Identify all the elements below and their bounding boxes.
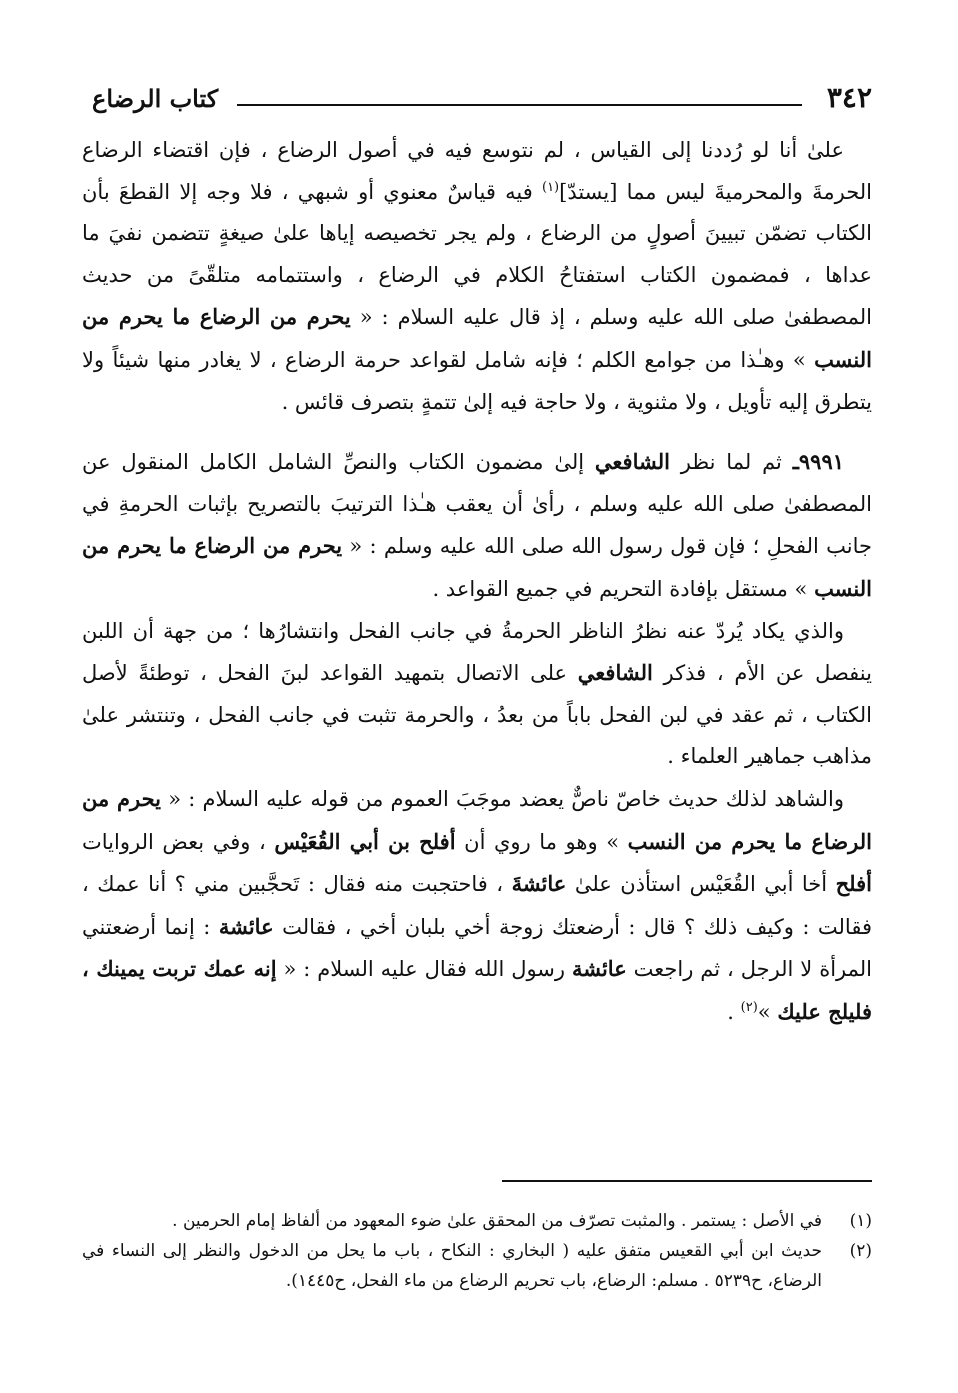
paragraph-4 (82, 778, 872, 1034)
text-run: ، وفي بعض الروايات (82, 829, 275, 854)
text-run: : إنما أرضعتني المرأة لا الرجل ، ثم راجعت (82, 914, 872, 982)
name-highlight: أفلح (835, 871, 872, 897)
text-run: فيه قياسٌ معنوي أو شبهي ، فلا وجه إلا القطعَ بأن الكتاب تضمّن تبيينَ أصولٍ من الرضاع ، ولم يجر تخصيصه إياها علىٰ صيغةٍ تتضمن نفيَ ما عداها ، فمضمون الكتاب استفتاحُ الكلام في الرضاع ، واستتمامه متلقّىً من حديث المصطفىٰ صلى الله عليه وسلم ، إذ قال عليه السلام : « (82, 179, 872, 330)
hadith-quote: يحرم من الرضاع ما يحرم من النسب (82, 785, 872, 854)
text-run: رسول الله فقال عليه السلام : « (276, 957, 572, 982)
name-highlight: الشافعي (577, 660, 653, 686)
text-run: ثم لما نظر (669, 450, 793, 475)
name-highlight: الشافعي (594, 449, 670, 475)
text-run: » (757, 999, 778, 1024)
text-run: » مستقل بإفادة التحريم في جميع القواعد . (432, 576, 815, 601)
hadith-quote: يحرم من الرضاع ما يحرم من النسب (82, 304, 872, 372)
header-rule (237, 104, 802, 106)
page-header (92, 82, 872, 122)
footnote-text: حديث ابن أبي القعيس متفق عليه ( البخاري : النكاح ، باب ما يحل من الدخول والنظر إلى النساء في الرضاع، ح٥٢٣٩ . مسلم: الرضاع، باب تحريم الرضاع من ماء الفحل، ح١٤٤٥). (82, 1241, 822, 1291)
footnote-ref-2: (٢) (740, 999, 758, 1015)
name-highlight: عائشة (571, 956, 627, 982)
main-text (82, 130, 872, 1033)
footnote-separator (502, 1180, 872, 1182)
paragraph-3 (82, 611, 872, 778)
footnote-text: في الأصل : يستمر . والمثبت تصرّف من المحقق علىٰ ضوء المعهود من ألفاظ إمام الحرمين . (172, 1211, 822, 1231)
hadith-quote: يحرم من الرضاع ما يحرم من النسب (82, 533, 872, 601)
name-highlight: أفلح بن أبي القُعَيْس (274, 828, 456, 854)
hadith-quote: إنه عمك تربت يمينك ، فليلج عليك (82, 956, 872, 1024)
footnote-ref-1: (١) (541, 179, 560, 195)
name-highlight: عائشةَ (511, 871, 567, 897)
name-highlight: عائشة (218, 913, 274, 939)
footnote-marker: (١) (849, 1211, 872, 1231)
text-run: » وهو ما روي أن (455, 829, 628, 854)
footnotes (82, 1206, 872, 1296)
text-run: . (727, 999, 741, 1024)
text-run: والشاهد لذلك حديث خاصّ ناصٌّ يعضد موجَبَ العموم من قوله عليه السلام : « (161, 786, 844, 811)
footnote-2 (82, 1236, 872, 1296)
page-number: ٣٤٢ (826, 81, 872, 114)
section-number: ٩٩٩١ـ (792, 449, 845, 475)
text-run: » وهـٰذا من جوامع الكلم ؛ فإنه شامل لقواعد حرمة الرضاع ، لا يغادر منها شيئاً ولا يتطرق إليه تأويل ، ولا مثنوية ، ولا حاجة فيه إلىٰ تتمةٍ بتصرف قائس . (82, 347, 872, 414)
footnote-marker: (٢) (849, 1241, 872, 1261)
paragraph-1 (82, 130, 872, 423)
footnote-1 (82, 1206, 872, 1236)
text-run: علىٰ أنا لو رُددنا إلى القياس ، لم نتوسع فيه في أصول الرضاع ، فإن اقتضاء الرضاع الحرمةَ والمحرميةَ ليس مما [يستدّ] (82, 138, 872, 204)
text-run: على الاتصال بتمهيد القواعد لبنَ الفحل ، توطئةً لأصل الكتاب ، ثم عقد في لبن الفحل باباً من بعدُ ، والحرمة تثبت في جانب الفحل ، وتنتشر علىٰ مذاهب جماهير العلماء . (82, 661, 872, 769)
text-run: أخا أبي القُعَيْس استأذن علىٰ (566, 872, 836, 897)
running-title: كتاب الرضاع (92, 84, 219, 113)
text-run: إلىٰ مضمون الكتاب والنصِّ الشامل الكامل المنقول عن المصطفىٰ صلى الله عليه وسلم ، رأىٰ أن يعقب هـٰذا الترتيبَ بالتصريح بإثبات الحرمةِ في جانب الفحلِ ؛ فإن قول رسول الله صلى الله عليه وسلم : « (82, 450, 872, 559)
text-run: والذي يكاد يُردّ عنه نظرُ الناظر الحرمةُ في جانب الفحل وانتشارُها ؛ من جهة أن اللبن ينفصل عن الأم ، فذكر (82, 618, 872, 686)
paragraph-2 (82, 441, 872, 610)
text-run: ، فاحتجبت منه فقال : تَحجَّبين مني ؟ أنا عمك ، فقالت : وكيف ذلك ؟ قال : أرضعتك زوجة أخي بلبان أخي ، فقالت (82, 872, 872, 939)
